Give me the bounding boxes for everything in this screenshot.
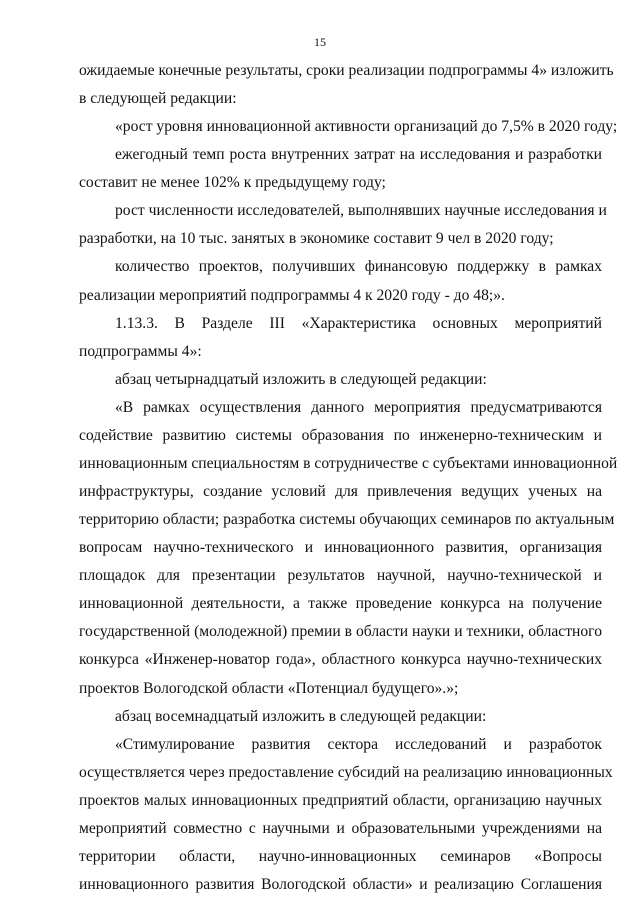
text-line: государственной (молодежной) премии в области науки и техники, областного <box>79 623 602 640</box>
text-line: территорию области; разработка системы обучающих семинаров по актуальным <box>79 511 615 528</box>
text-line: инновационной деятельности, а также проведение конкурса на получение <box>79 595 602 612</box>
page-number: 15 <box>314 35 326 49</box>
text-line: конкурса «Инженер-новатор года», областного конкурса научно-технических <box>79 651 602 668</box>
text-line: составит не менее 102% к предыдущему году; <box>79 174 386 191</box>
text-line: в следующей редакции: <box>79 90 237 107</box>
text-line: 1.13.3. В Разделе III «Характеристика основных мероприятий <box>115 315 602 332</box>
text-line: содействие развитию системы образования по инженерно-техническим и <box>79 427 602 444</box>
text-line: реализации мероприятий подпрограммы 4 к 2020 году - до 48;». <box>79 287 505 304</box>
text-line: территории области, научно-инновационных семинаров «Вопросы <box>79 848 602 865</box>
text-line: инновационным специальностям в сотрудничестве с субъектами инновационной <box>79 455 618 472</box>
text-line: вопросам научно-технического и инновационного развития, организация <box>79 539 602 556</box>
text-line: мероприятий совместно с научными и образовательными учреждениями на <box>79 820 602 837</box>
text-line: ожидаемые конечные результаты, сроки реализации подпрограммы 4» изложить <box>79 62 614 79</box>
text-line: подпрограммы 4»: <box>79 343 202 360</box>
text-line: проектов Вологодской области «Потенциал будущего».»; <box>79 680 459 697</box>
text-line: «Стимулирование развития сектора исследований и разработок <box>115 736 602 753</box>
text-line: «рост уровня инновационной активности организаций до 7,5% в 2020 году; <box>115 118 618 135</box>
text-line: абзац восемнадцатый изложить в следующей редакции: <box>115 708 487 725</box>
text-line: инновационного развития Вологодской области» и реализацию Соглашения <box>79 876 602 893</box>
text-line: абзац четырнадцатый изложить в следующей редакции: <box>115 371 487 388</box>
text-line: «В рамках осуществления данного мероприятия предусматриваются <box>115 399 602 416</box>
text-line: площадок для презентации результатов научной, научно-технической и <box>79 567 602 584</box>
text-line: количество проектов, получивших финансовую поддержку в рамках <box>115 258 602 275</box>
text-line: инфраструктуры, создание условий для привлечения ведущих ученых на <box>79 483 602 500</box>
text-line: разработки, на 10 тыс. занятых в экономике составит 9 чел в 2020 году; <box>79 230 554 247</box>
text-line: рост численности исследователей, выполнявших научные исследования и <box>115 202 607 219</box>
text-line: проектов малых инновационных предприятий области, организацию научных <box>79 792 602 809</box>
text-line: осуществляется через предоставление субсидий на реализацию инновационных <box>79 764 613 781</box>
text-line: ежегодный темп роста внутренних затрат на исследования и разработки <box>115 146 602 163</box>
